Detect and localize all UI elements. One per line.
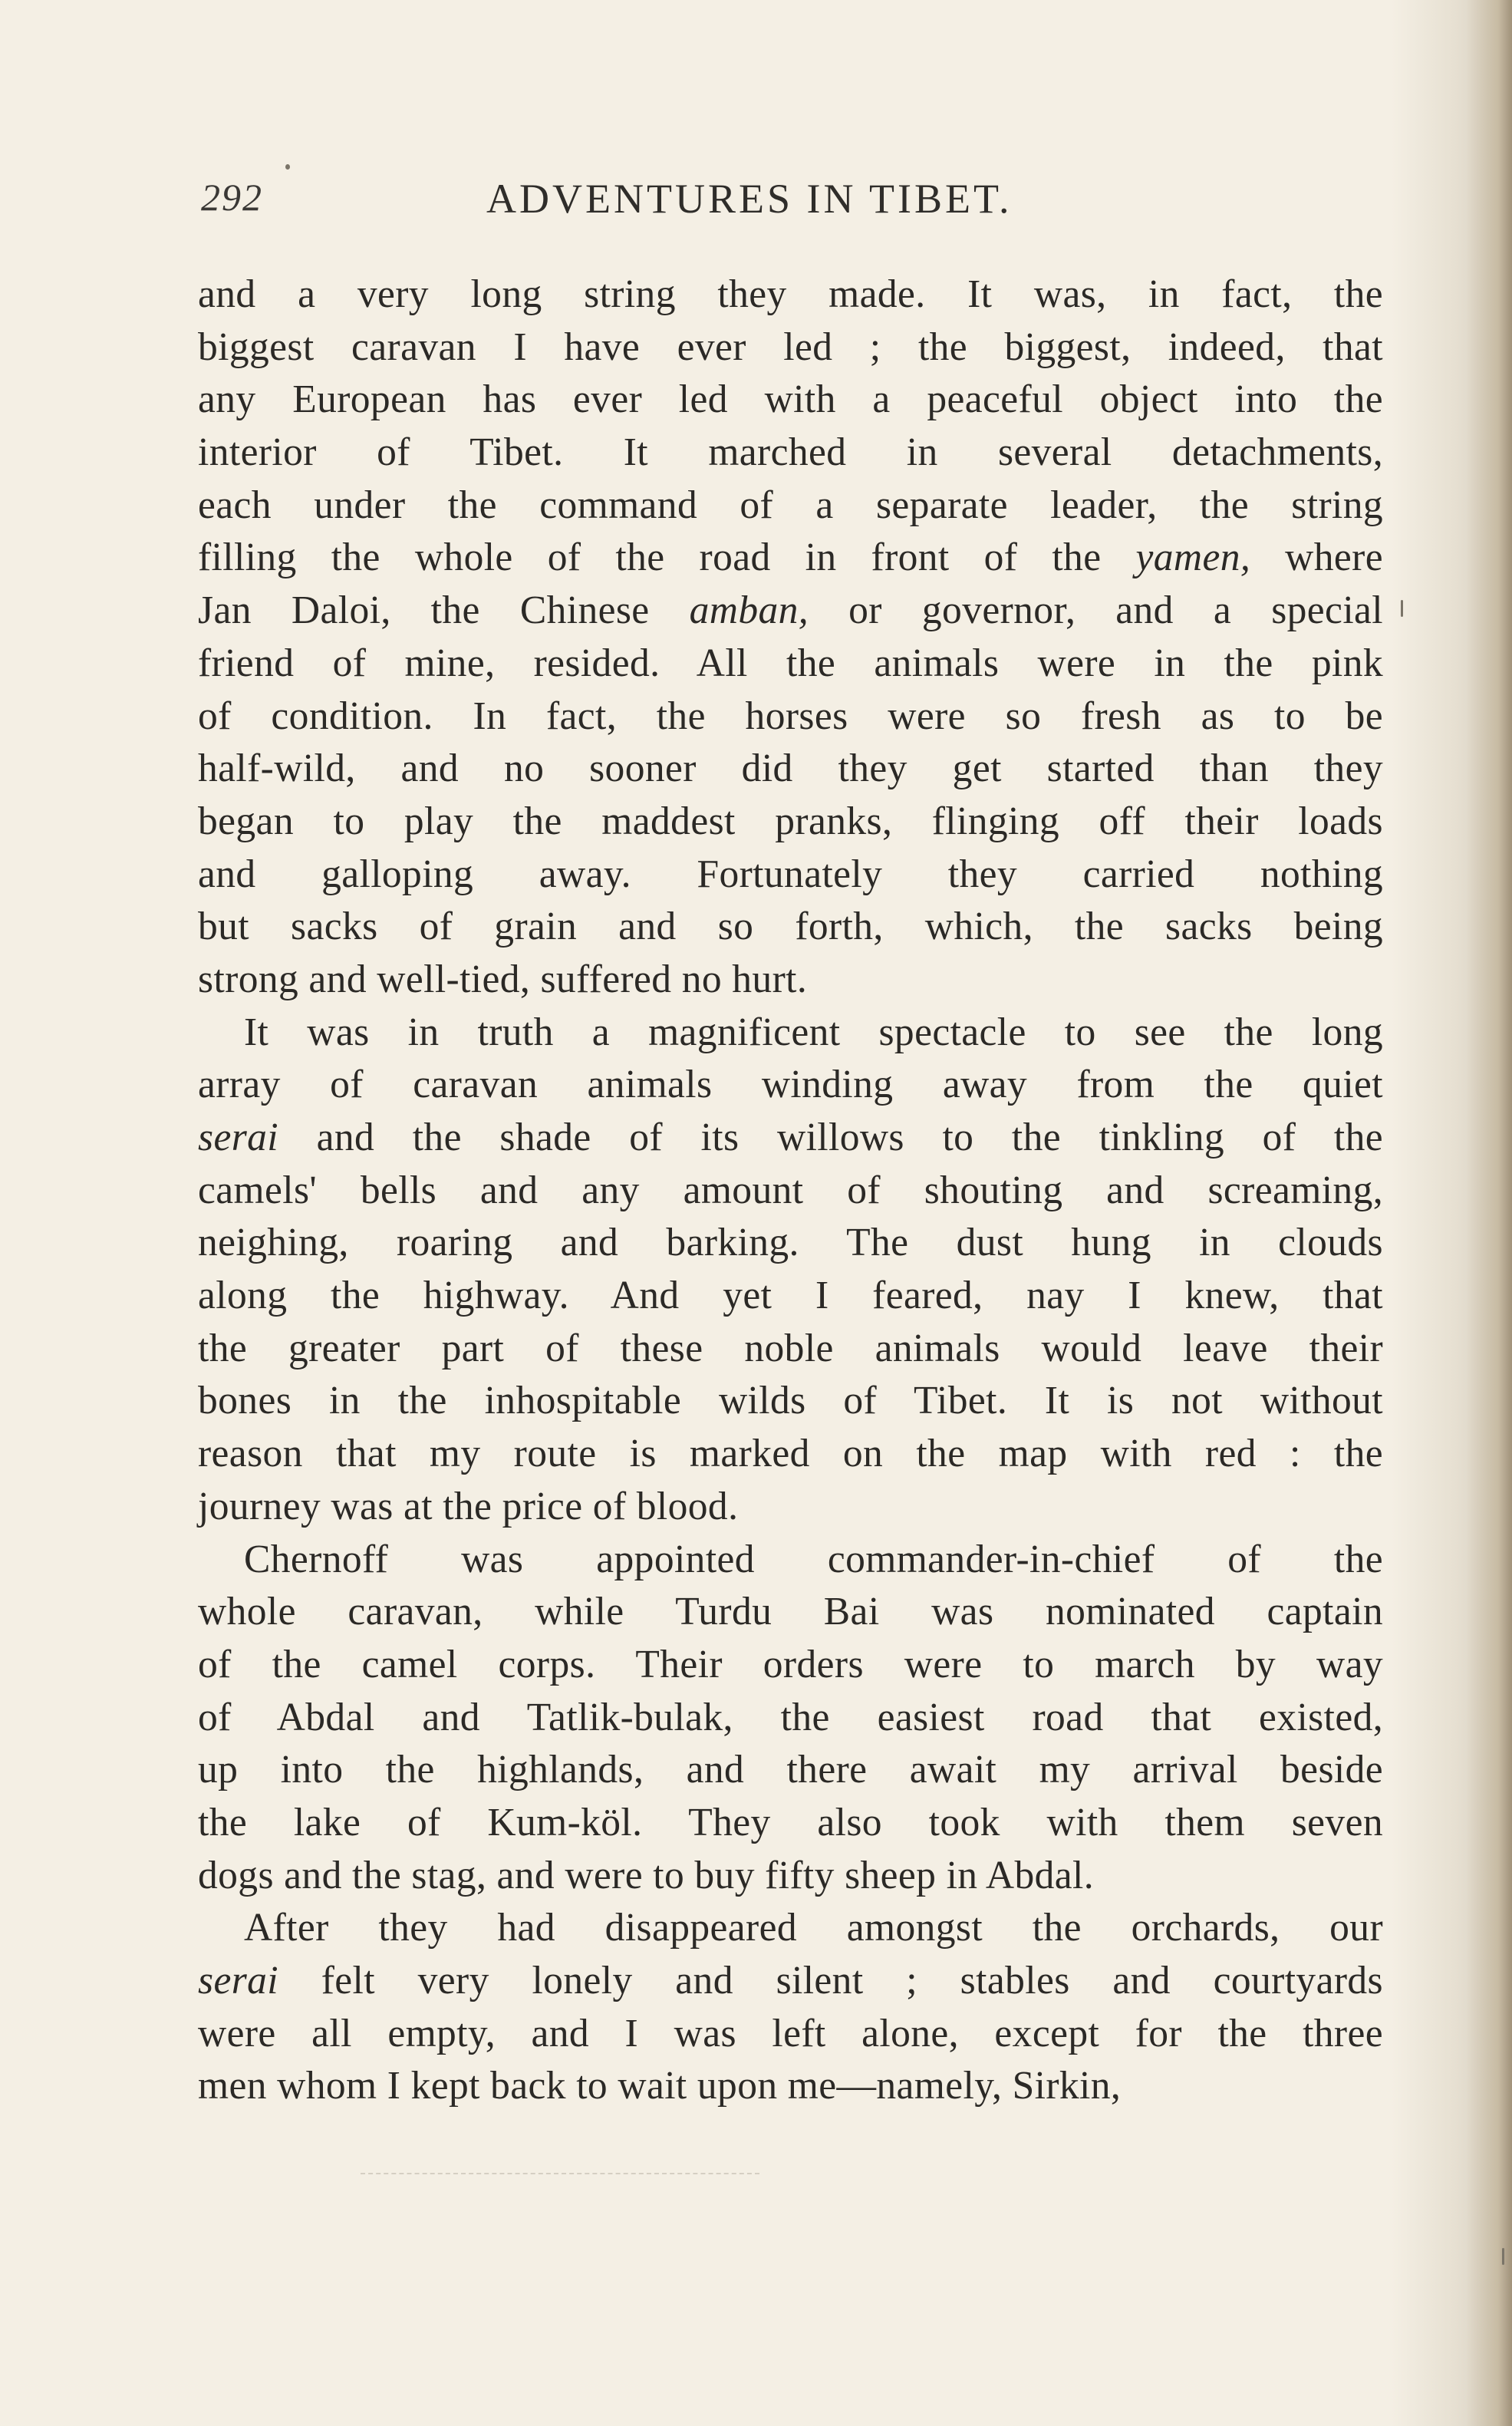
body-text	[198, 269, 1383, 2113]
text-line: Chernoff was appointed commander-in-chief of the	[244, 1537, 1383, 1581]
text-line: but sacks of grain and so forth, which, the sacks being	[198, 905, 1383, 949]
text-line: each under the command of a separate leader, the string	[198, 483, 1383, 527]
text-line: serai felt very lonely and silent ; stables and courtyards	[198, 1959, 1383, 2002]
text-line: any European has ever led with a peaceful object into the	[198, 377, 1383, 422]
text-line: and a very long string they made. It was, in fact, the	[198, 272, 1383, 316]
ink-speck	[1401, 600, 1403, 617]
running-title: ADVENTURES IN TIBET.	[486, 176, 1013, 222]
italic-term: serai	[198, 1959, 278, 2002]
page-number: 292	[201, 176, 263, 219]
text-line: bones in the inhospitable wilds of Tibet. It is not without	[198, 1379, 1383, 1423]
text-line: men whom I kept back to wait upon me—namely, Sirkin,	[198, 2064, 1122, 2108]
faint-rule	[361, 2173, 759, 2174]
text-line: biggest caravan I have ever led ; the biggest, indeed, that	[198, 325, 1383, 369]
text-line: up into the highlands, and there await my arrival beside	[198, 1748, 1383, 1792]
text-line: of condition. In fact, the horses were so fresh as to be	[198, 694, 1383, 738]
text-line: whole caravan, while Turdu Bai was nominated captain	[198, 1590, 1383, 1634]
text-line: journey was at the price of blood.	[198, 1484, 739, 1528]
text-line: serai and the shade of its willows to the tinkling of the	[198, 1116, 1383, 1159]
text-line: After they had disappeared amongst the orchards, our	[244, 1906, 1383, 1950]
page-edge-shadow	[1466, 0, 1512, 2426]
text-line: began to play the maddest pranks, flinging off their loads	[198, 799, 1383, 843]
text-line: were all empty, and I was left alone, except for the three	[198, 2011, 1383, 2055]
text-line: filling the whole of the road in front of the yamen, where	[198, 536, 1383, 580]
text-line: the lake of Kum-köl. They also took with them seven	[198, 1800, 1383, 1844]
text-line: and galloping away. Fortunately they carried nothing	[198, 852, 1383, 896]
text-line: along the highway. And yet I feared, nay I knew, that	[198, 1274, 1383, 1318]
page-header	[201, 175, 1382, 244]
ink-speck	[1502, 2248, 1504, 2265]
text-line: neighing, roaring and barking. The dust hung in clouds	[198, 1221, 1383, 1265]
text-line: array of caravan animals winding away from the quiet	[198, 1063, 1383, 1107]
text-line: half-wild, and no sooner did they get started than they	[198, 747, 1383, 791]
text-line: of Abdal and Tatlik-bulak, the easiest road that existed,	[198, 1695, 1383, 1739]
text-line: Jan Daloi, the Chinese amban, or governor, and a special	[198, 588, 1383, 633]
italic-term: yamen,	[1135, 536, 1251, 580]
text-line: the greater part of these noble animals would leave their	[198, 1326, 1383, 1370]
text-line: of the camel corps. Their orders were to march by way	[198, 1642, 1383, 1686]
ink-speck	[285, 164, 290, 170]
text-line: camels' bells and any amount of shouting and screaming,	[198, 1168, 1383, 1212]
text-line: reason that my route is marked on the map with red : the	[198, 1432, 1383, 1476]
text-line: strong and well-tied, suffered no hurt.	[198, 957, 808, 1001]
text-line: interior of Tibet. It marched in several detachments,	[198, 430, 1383, 475]
text-line: dogs and the stag, and were to buy fifty sheep in Abdal.	[198, 1853, 1095, 1897]
text-line: It was in truth a magnificent spectacle to see the long	[244, 1010, 1383, 1054]
italic-term: serai	[198, 1116, 278, 1159]
italic-term: amban,	[689, 588, 809, 633]
text-line: friend of mine, resided. All the animals were in the pink	[198, 641, 1383, 685]
